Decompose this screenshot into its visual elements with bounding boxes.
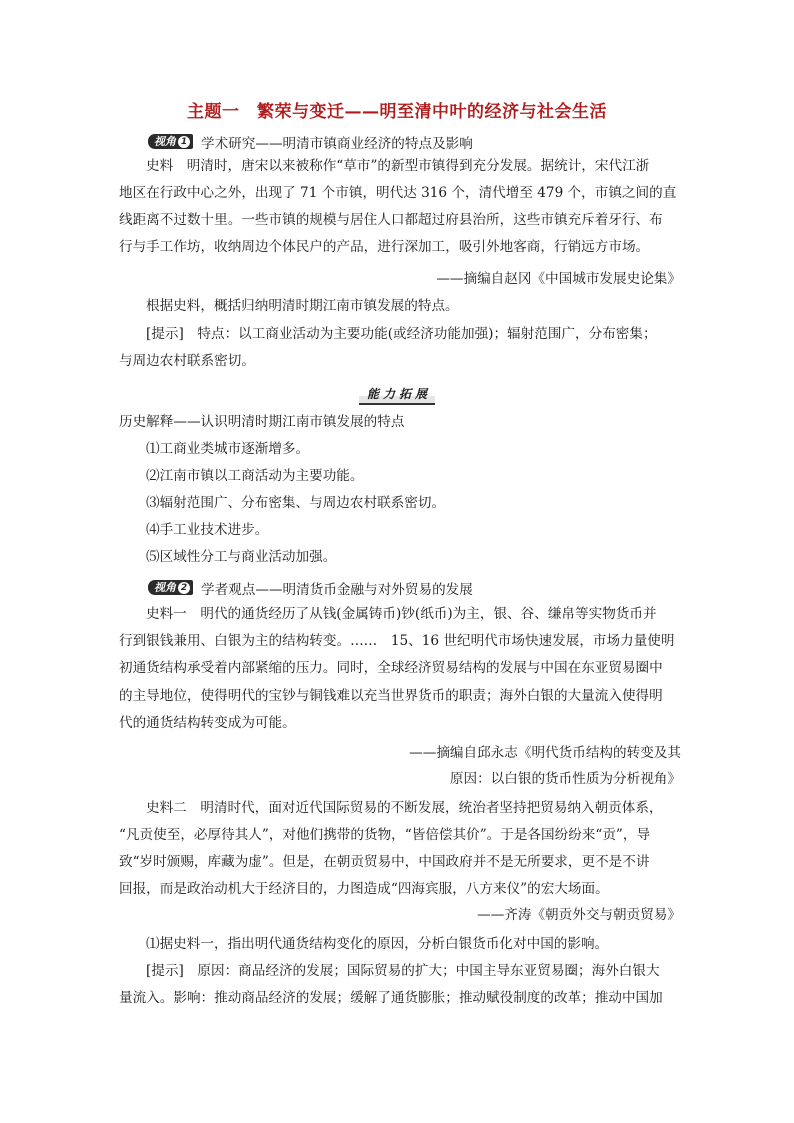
material-line: 史料 明清时，唐宋以来被称作“草市”的新型市镇得到充分发展。据统计，宋代江浙 xyxy=(146,158,650,174)
hint-line: 量流入。影响：推动商品经济的发展；缓解了通货膨胀；推动赋役制度的改革；推动中国加 xyxy=(119,990,663,1006)
angle-2-heading: 学者观点——明清货币金融与对外贸易的发展 xyxy=(201,581,473,598)
list-item: ⑷手工业技术进步。 xyxy=(146,522,269,538)
source-citation: ——摘编自赵冈《中国城市发展史论集》 xyxy=(436,271,681,287)
hint-line: [提示] 特点：以工商业活动为主要功能(或经济功能加强)；辐射范围广，分布密集； xyxy=(146,326,657,342)
page-title: 主题一 繁荣与变迁——明至清中叶的经济与社会生活 xyxy=(187,102,607,122)
ability-heading: 能力拓展 xyxy=(0,383,794,405)
source-citation: 原因：以白银的货币性质为分析视角》 xyxy=(449,771,681,787)
question-text: 根据史料，概括归纳明清时期江南市镇发展的特点。 xyxy=(146,298,459,314)
material-line: 回报，而是政治动机大于经济目的，力图造成“四海宾服，八方来仪”的宏大场面。 xyxy=(119,881,609,897)
angle-badge-icon: 视角 2 xyxy=(148,580,193,595)
material-line: 行与手工作坊，收纳周边个体民户的产品，进行深加工，吸引外地客商，行销远方市场。 xyxy=(119,239,650,255)
question-text: ⑴据史料一，指出明代通货结构变化的原因，分析白银货币化对中国的影响。 xyxy=(146,936,609,952)
material-line: 史料一 明代的通货经历了从钱(金属铸币)钞(纸币)为主，银、谷、缣帛等实物货币并 xyxy=(146,606,657,622)
angle-1-badge xyxy=(148,133,473,150)
list-item: ⑴工商业类城市逐渐增多。 xyxy=(146,441,310,457)
source-citation: ——摘编自邱永志《明代货币结构的转变及其 xyxy=(409,745,681,761)
hint-line: [提示] 原因：商品经济的发展；国际贸易的扩大；中国主导东亚贸易圈；海外白银大 xyxy=(146,963,660,979)
angle-1-heading: 学术研究——明清市镇商业经济的特点及影响 xyxy=(201,135,473,152)
angle-2-badge xyxy=(148,579,473,596)
list-item: ⑵江南市镇以工商活动为主要功能。 xyxy=(146,468,364,484)
list-item: ⑸区域性分工与商业活动加强。 xyxy=(146,549,337,565)
source-citation: ——齐涛《朝贡外交与朝贡贸易》 xyxy=(477,907,681,923)
angle-badge-icon: 视角 1 xyxy=(148,134,193,149)
material-line: 致“岁时颁赐，库藏为虚”。但是，在朝贡贸易中，中国政府并不是无所要求，更不是不讲 xyxy=(119,854,650,870)
ability-intro: 历史解释——认识明清时期江南市镇发展的特点 xyxy=(119,414,405,430)
material-line: 行到银钱兼用、白银为主的结构转变。…… 15、16 世纪明代市场快速发展，市场力量使明 xyxy=(119,633,675,649)
material-line: 代的通货结构转变成为可能。 xyxy=(119,715,296,731)
material-line: 史料二 明清时代，面对近代国际贸易的不断发展，统治者坚持把贸易纳入朝贡体系， xyxy=(146,800,663,816)
material-line: “凡贡使至，必厚待其人”，对他们携带的货物，“皆倍偿其价”。于是各国纷纷来“贡”，导 xyxy=(119,827,651,843)
list-item: ⑶辐射范围广、分布密集、与周边农村联系密切。 xyxy=(146,495,446,511)
material-line: 的主导地位，使得明代的宝钞与铜钱难以充当世界货币的职责；海外白银的大量流入使得明 xyxy=(119,688,663,704)
material-line: 线距离不过数十里。一些市镇的规模与居住人口都超过府县治所，这些市镇充斥着牙行、布 xyxy=(119,212,663,228)
material-line: 地区在行政中心之外，出现了 71 个市镇，明代达 316 个，清代增至 479 个，市镇之间的直 xyxy=(119,185,677,201)
material-line: 初通货结构承受着内部紧缩的压力。同时，全球经济贸易结构的发展与中国在东亚贸易圈中 xyxy=(119,660,663,676)
hint-line: 与周边农村联系密切。 xyxy=(119,353,255,369)
